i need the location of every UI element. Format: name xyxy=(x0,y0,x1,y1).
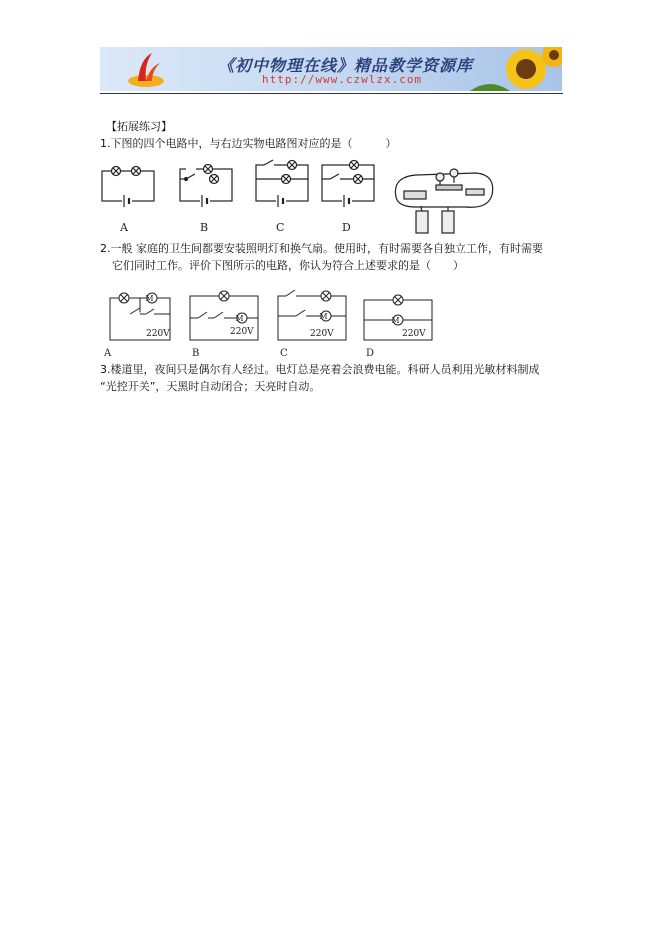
q2-c-voltage: 220V xyxy=(310,329,334,339)
q1-option-d-label: D xyxy=(342,221,351,234)
q2-d-voltage: 220V xyxy=(402,329,426,339)
physical-circuit-image xyxy=(395,169,492,233)
banner-url: http://www.czwlzx.com xyxy=(262,73,423,86)
q2-a-motor-label: M xyxy=(145,294,154,303)
question-3-line-1: 3.楼道里，夜间只是偶尔有人经过。电灯总是亮着会浪费电能。科研人员利用光敏材料制成 xyxy=(100,363,540,376)
banner-title: 《初中物理在线》精品教学资源库 xyxy=(218,56,474,75)
q1-option-a-label: A xyxy=(120,221,128,234)
circuit-b-diagram xyxy=(180,165,232,208)
question-2-line-1: 2.一般 家庭的卫生间都要安装照明灯和换气扇。使用时，有时需要各自独立工作，有时需要 xyxy=(100,242,543,255)
section-heading: 【拓展练习】 xyxy=(106,120,172,133)
question-1-figure xyxy=(96,155,566,237)
question-1-text: 1.下图的四个电路中，与右边实物电路图对应的是（ ） xyxy=(100,137,397,150)
header-banner xyxy=(100,47,562,91)
question-2-figure xyxy=(100,286,440,360)
logo-icon xyxy=(126,51,166,89)
q2-option-c-label: C xyxy=(280,348,288,359)
q2-option-d-label: D xyxy=(366,348,375,359)
question-2-line-2: 它们同时工作。评价下图所示的电路，你认为符合上述要求的是（ ） xyxy=(112,259,464,272)
q2-c-motor-label: M xyxy=(319,312,328,321)
question-3-line-2: “光控开关”，天黑时自动闭合；天亮时自动。 xyxy=(100,380,321,393)
q1-option-c-label: C xyxy=(276,221,285,234)
q2-b-motor-label: M xyxy=(235,314,244,323)
circuit-d-diagram xyxy=(322,161,374,208)
q2-b-voltage: 220V xyxy=(230,327,254,337)
q1-option-b-label: B xyxy=(200,221,209,234)
q2-d-motor-label: M xyxy=(391,316,400,325)
circuit-a-diagram xyxy=(102,167,154,208)
sunflower-image xyxy=(470,47,562,91)
circuit-c-diagram xyxy=(256,160,308,207)
q2-a-voltage: 220V xyxy=(146,329,170,339)
q2-option-b-label: B xyxy=(192,348,200,359)
header-rule xyxy=(100,93,563,94)
q2-option-a-label: A xyxy=(104,348,112,359)
